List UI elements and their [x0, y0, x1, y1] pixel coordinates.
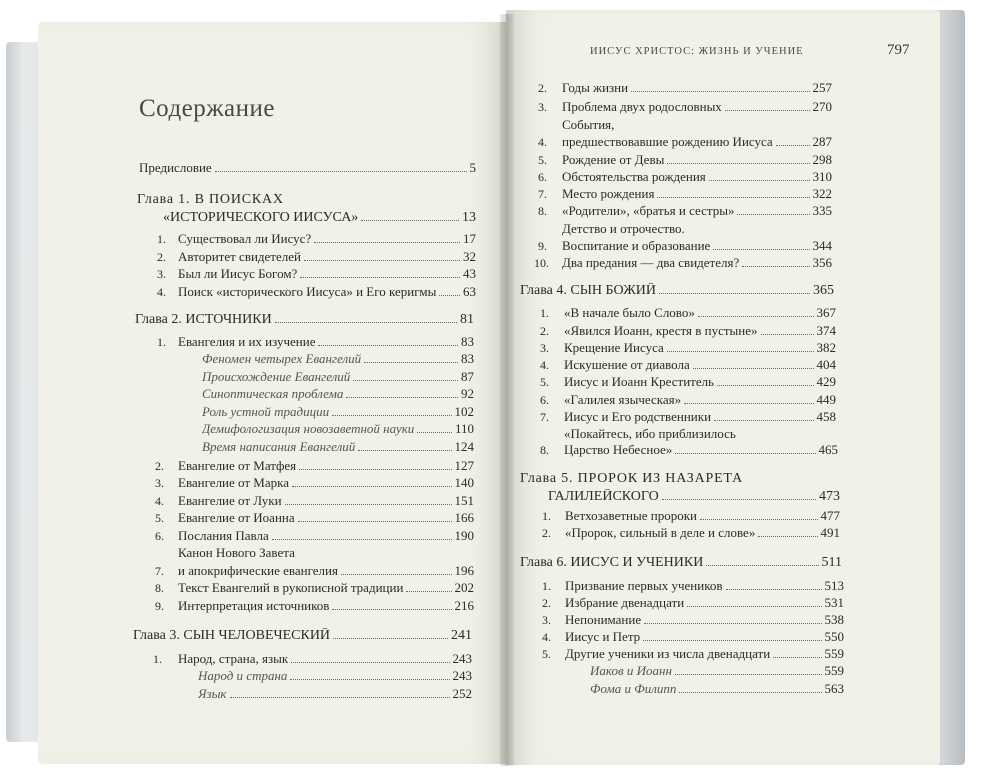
- toc-entry-number: 2.: [538, 81, 547, 95]
- toc-entry-title: Рождение от Девы: [562, 152, 665, 167]
- toc-entry-page: 458: [816, 409, 836, 424]
- leader-dots: [285, 504, 452, 505]
- right-toc-entry: [562, 169, 832, 185]
- left-toc-entry: [178, 334, 474, 350]
- toc-entry-title: Два предания — два свидетеля?: [562, 255, 740, 270]
- toc-entry-title: Авторитет свидетелей: [178, 249, 301, 264]
- left-toc-entry: [178, 458, 474, 474]
- toc-entry-page: 32: [463, 249, 476, 264]
- toc-entry-page: 252: [452, 686, 472, 701]
- toc-entry-number: 5.: [155, 511, 164, 525]
- left-toc-entry: [133, 628, 472, 644]
- toc-entry-title: Глава 3. СЫН ЧЕЛОВЕЧЕСКИЙ: [133, 628, 331, 643]
- leader-dots: [698, 316, 814, 317]
- leader-dots: [353, 380, 458, 381]
- toc-entry-title: Язык: [198, 686, 227, 701]
- toc-entry-title: Проблема двух родословных: [562, 99, 722, 114]
- toc-entry-page: 87: [461, 369, 474, 384]
- leader-dots: [230, 697, 450, 698]
- leader-dots: [700, 519, 818, 520]
- leader-dots: [684, 403, 813, 404]
- right-toc-entry: [565, 629, 844, 645]
- toc-entry-page: 102: [454, 404, 474, 419]
- left-toc-entry: [202, 439, 474, 455]
- toc-entry-page: 563: [824, 681, 844, 696]
- toc-entry-number: 6.: [155, 529, 164, 543]
- toc-entry-number: 4.: [540, 358, 549, 372]
- left-toc-entry: [135, 312, 474, 328]
- toc-entry-page: 477: [820, 508, 840, 523]
- right-toc-entry: [590, 681, 844, 697]
- toc-entry-number: 7.: [540, 410, 549, 424]
- right-toc-entry: [562, 186, 832, 202]
- right-toc-entry: [564, 323, 836, 339]
- chapter-1-heading: Глава 1. В ПОИСКАХ: [137, 192, 284, 207]
- toc-entry-page: 127: [454, 458, 474, 473]
- toc-entry-page: 92: [461, 386, 474, 401]
- right-toc-entry: [562, 134, 832, 150]
- leader-dots: [364, 362, 458, 363]
- leader-dots: [725, 110, 810, 111]
- leader-dots: [687, 606, 821, 607]
- toc-entry-page: 367: [816, 305, 836, 320]
- leader-dots: [332, 609, 451, 610]
- toc-entry-title: Текст Евангелий в рукописной традиции: [178, 580, 404, 595]
- toc-entry-page: 63: [463, 284, 476, 299]
- toc-entry-page: 559: [824, 663, 844, 678]
- right-toc-entry: [590, 663, 844, 679]
- toc-entry-title: Евангелие от Иоанна: [178, 510, 295, 525]
- right-toc-entry: [564, 392, 836, 408]
- leader-dots: [773, 657, 821, 658]
- toc-entry-title: Время написания Евангелий: [202, 439, 356, 454]
- toc-entry-page: 140: [454, 475, 474, 490]
- left-toc-entry: [178, 475, 474, 491]
- right-toc-entry: [565, 646, 844, 662]
- left-toc-entry: [178, 651, 472, 667]
- leader-dots: [776, 145, 810, 146]
- toc-entry-number: 3.: [157, 267, 166, 281]
- leader-dots: [300, 277, 460, 278]
- leader-dots: [299, 469, 451, 470]
- right-toc-entry: [548, 489, 840, 505]
- leader-dots: [659, 293, 810, 294]
- toc-entry-title: Глава 2. ИСТОЧНИКИ: [135, 312, 272, 327]
- leader-dots: [406, 591, 451, 592]
- toc-entry-number: 1.: [153, 652, 162, 666]
- leader-dots: [713, 249, 809, 250]
- toc-entry-number: 10.: [534, 256, 549, 270]
- left-toc-entry: [178, 528, 474, 544]
- toc-entry-title: Был ли Иисус Богом?: [178, 266, 298, 281]
- toc-entry-title: Другие ученики из числа двенадцати: [565, 646, 771, 661]
- toc-entry-number: 6.: [538, 170, 547, 184]
- toc-entry-number: 6.: [540, 393, 549, 407]
- toc-entry-title: ГАЛИЛЕЙСКОГО: [548, 489, 659, 504]
- toc-entry-title: Воспитание и образование: [562, 238, 711, 253]
- toc-entry-title-line1: События,: [562, 117, 615, 132]
- left-toc-entry: [202, 351, 474, 367]
- right-toc-entry: [564, 442, 838, 458]
- leader-dots: [361, 220, 459, 221]
- toc-entry-page: 511: [821, 555, 842, 570]
- leader-dots: [275, 322, 457, 323]
- right-toc-entry: [562, 238, 832, 254]
- toc-entry-number: 2.: [540, 324, 549, 338]
- toc-entry-title: Глава 6. ИИСУС И УЧЕНИКИ: [520, 555, 704, 570]
- leader-dots: [318, 345, 458, 346]
- leader-dots: [717, 385, 813, 386]
- left-toc-entry: [178, 580, 474, 596]
- toc-entry-title: Происхождение Евангелий: [202, 369, 351, 384]
- toc-entry-number: 8.: [538, 204, 547, 218]
- leader-dots: [417, 432, 452, 433]
- toc-entry-title: Место рождения: [562, 186, 655, 201]
- toc-entry-page: 335: [812, 203, 832, 218]
- left-toc-entry: [178, 493, 474, 509]
- leader-dots: [290, 679, 449, 680]
- leader-dots: [643, 640, 821, 641]
- right-toc-entry: [562, 80, 832, 96]
- toc-entry-number: 1.: [157, 335, 166, 349]
- toc-entry-title: Иаков и Иоанн: [590, 663, 672, 678]
- toc-entry-number: 4.: [157, 285, 166, 299]
- toc-entry-number: 2.: [155, 459, 164, 473]
- leader-dots: [675, 674, 822, 675]
- leader-dots: [662, 499, 816, 500]
- toc-entry-title: Искушение от диавола: [564, 357, 690, 372]
- leader-dots: [667, 163, 809, 164]
- toc-entry-title-line1: Детство и отрочество.: [562, 221, 685, 236]
- book-spine: [500, 14, 514, 766]
- toc-entry-number: 1.: [542, 579, 551, 593]
- toc-entry-number: 1.: [542, 509, 551, 523]
- toc-entry-page: 124: [454, 439, 474, 454]
- toc-entry-title: Послания Павла: [178, 528, 269, 543]
- toc-entry-title: Синоптическая проблема: [202, 386, 344, 401]
- leader-dots: [439, 295, 460, 296]
- toc-entry-title: Евангелие от Марка: [178, 475, 290, 490]
- toc-entry-number: 7.: [155, 564, 164, 578]
- leader-dots: [358, 450, 451, 451]
- leader-dots: [631, 91, 809, 92]
- toc-entry-number: 5.: [542, 647, 551, 661]
- toc-entry-page: 151: [454, 493, 474, 508]
- toc-entry-title: Роль устной традиции: [202, 404, 330, 419]
- left-toc-entry: [178, 563, 474, 579]
- right-toc-entry: [565, 525, 840, 541]
- leader-dots: [667, 351, 814, 352]
- leader-dots: [272, 539, 452, 540]
- toc-entry-page: 83: [461, 334, 474, 349]
- left-toc-entry: [198, 668, 472, 684]
- toc-entry-number: 4.: [155, 494, 164, 508]
- toc-entry-page: 257: [812, 80, 832, 95]
- right-toc-entry: [520, 283, 834, 299]
- running-head: ИИСУС ХРИСТОС: ЖИЗНЬ И УЧЕНИЕ: [590, 46, 804, 57]
- left-toc-entry: [178, 266, 476, 282]
- toc-entry-number: 2.: [542, 526, 551, 540]
- toc-entry-page: 5: [469, 160, 476, 175]
- leader-dots: [679, 692, 821, 693]
- toc-entry-page: 473: [819, 489, 840, 504]
- toc-entry-number: 7.: [538, 187, 547, 201]
- left-toc-entry: [163, 210, 476, 226]
- toc-entry-page: 17: [463, 231, 476, 246]
- toc-entry-page: 216: [454, 598, 474, 613]
- toc-entry-title: Иисус и Его родственники: [564, 409, 712, 424]
- toc-entry-title: Царство Небесное»: [564, 442, 673, 457]
- toc-entry-title: Феномен четырех Евангелий: [202, 351, 362, 366]
- toc-entry-page: 559: [824, 646, 844, 661]
- leader-dots: [706, 565, 818, 566]
- toc-entry-title: Существовал ли Иисус?: [178, 231, 312, 246]
- toc-entry-title: Демифологизация новозаветной науки: [202, 421, 415, 436]
- left-toc-entry: [178, 249, 476, 265]
- left-toc-entry: [202, 386, 474, 402]
- toc-entry-number: 2.: [542, 596, 551, 610]
- toc-entry-title-line1: Канон Нового Завета: [178, 545, 295, 560]
- toc-entry-page: 382: [816, 340, 836, 355]
- toc-entry-title: «Явился Иоанн, крестя в пустыне»: [564, 323, 758, 338]
- toc-entry-title: «Пророк, сильный в деле и слове»: [565, 525, 756, 540]
- right-toc-entry: [564, 340, 836, 356]
- left-toc-entry: [139, 160, 476, 176]
- toc-entry-title: Интерпретация источников: [178, 598, 330, 613]
- toc-entry-number: 9.: [155, 599, 164, 613]
- toc-entry-page: 43: [463, 266, 476, 281]
- toc-entry-page: 429: [816, 374, 836, 389]
- toc-entry-number: 9.: [538, 239, 547, 253]
- toc-entry-title: «ИСТОРИЧЕСКОГО ИИСУСА»: [163, 210, 359, 225]
- toc-entry-page: 81: [460, 312, 474, 327]
- toc-entry-title: Предисловие: [139, 160, 212, 175]
- leader-dots: [675, 453, 815, 454]
- toc-entry-page: 322: [812, 186, 832, 201]
- left-toc-entry: [178, 231, 476, 247]
- toc-entry-title: Призвание первых учеников: [565, 578, 723, 593]
- right-toc-entry: [564, 374, 836, 390]
- leader-dots: [298, 521, 452, 522]
- toc-entry-page: 110: [454, 421, 474, 436]
- leader-dots: [341, 574, 452, 575]
- left-toc-entry: [202, 421, 474, 437]
- toc-entry-page: 241: [451, 628, 472, 643]
- toc-entry-page: 298: [812, 152, 832, 167]
- toc-entry-number: 5.: [540, 375, 549, 389]
- toc-entry-title: Ветхозаветные пророки: [565, 508, 697, 523]
- right-toc-entry: [565, 595, 844, 611]
- toc-entry-title: Крещение Иисуса: [564, 340, 664, 355]
- leader-dots: [292, 486, 451, 487]
- toc-entry-page: 243: [452, 668, 472, 683]
- toc-entry-title: и апокрифические евангелия: [178, 563, 338, 578]
- toc-entry-title: «Родители», «братья и сестры»: [562, 203, 735, 218]
- toc-entry-title: «В начале было Слово»: [564, 305, 695, 320]
- toc-entry-title: Обстоятельства рождения: [562, 169, 706, 184]
- leader-dots: [709, 180, 810, 181]
- toc-entry-page: 310: [812, 169, 832, 184]
- toc-entry-number: 1.: [540, 306, 549, 320]
- toc-entry-title: Евангелия и их изучение: [178, 334, 316, 349]
- left-toc-entry: [198, 686, 472, 702]
- toc-entry-title: Глава 4. СЫН БОЖИЙ: [520, 283, 657, 298]
- toc-entry-number: 5.: [538, 153, 547, 167]
- toc-entry-page: 287: [812, 134, 832, 149]
- left-toc-entry: [202, 369, 474, 385]
- toc-entry-page: 513: [824, 578, 844, 593]
- toc-entry-page: 243: [452, 651, 472, 666]
- toc-entry-number: 3.: [538, 100, 547, 114]
- right-toc-entry: [564, 409, 836, 425]
- toc-entry-page: 13: [462, 210, 476, 225]
- toc-entry-title: Народ, страна, язык: [178, 651, 289, 666]
- toc-entry-page: 202: [454, 580, 474, 595]
- toc-entry-title: Евангелие от Матфея: [178, 458, 297, 473]
- leader-dots: [304, 260, 460, 261]
- toc-entry-page: 449: [816, 392, 836, 407]
- toc-entry-title-line1: «Покайтесь, ибо приблизилось: [564, 426, 736, 441]
- leader-dots: [761, 334, 814, 335]
- toc-entry-title: Фома и Филипп: [590, 681, 677, 696]
- leader-dots: [737, 214, 809, 215]
- left-toc-entry: [178, 510, 474, 526]
- leader-dots: [291, 662, 449, 663]
- toc-entry-number: 3.: [542, 613, 551, 627]
- toc-entry-page: 166: [454, 510, 474, 525]
- right-toc-entry: [565, 612, 844, 628]
- right-toc-entry: [520, 555, 842, 571]
- toc-entry-page: 550: [824, 629, 844, 644]
- toc-entry-title: предшествовавшие рождению Иисуса: [562, 134, 773, 149]
- right-toc-entry: [565, 508, 840, 524]
- toc-entry-page: 374: [816, 323, 836, 338]
- toc-entry-page: 83: [461, 351, 474, 366]
- leader-dots: [657, 197, 809, 198]
- toc-entry-number: 4.: [542, 630, 551, 644]
- left-toc-entry: [178, 284, 476, 300]
- leader-dots: [332, 415, 451, 416]
- left-toc-entry: [178, 598, 474, 614]
- leader-dots: [644, 623, 821, 624]
- toc-entry-page: 356: [812, 255, 832, 270]
- right-toc-entry: [562, 255, 832, 271]
- leader-dots: [726, 589, 822, 590]
- toc-entry-title: Иисус и Петр: [565, 629, 641, 644]
- right-toc-entry: [562, 152, 832, 168]
- leader-dots: [333, 638, 448, 639]
- toc-entry-number: 8.: [155, 581, 164, 595]
- leader-dots: [693, 368, 814, 369]
- toc-entry-page: 531: [824, 595, 844, 610]
- toc-entry-page: 344: [812, 238, 832, 253]
- toc-entry-number: 3.: [155, 476, 164, 490]
- toc-entry-page: 538: [824, 612, 844, 627]
- toc-entry-number: 8.: [540, 443, 549, 457]
- right-toc-entry: [564, 305, 836, 321]
- toc-entry-title: Народ и страна: [198, 668, 288, 683]
- right-toc-entry: [565, 578, 844, 594]
- page-number: 797: [887, 42, 910, 58]
- toc-entry-title: Избрание двенадцати: [565, 595, 685, 610]
- toc-entry-title: Евангелие от Луки: [178, 493, 282, 508]
- leader-dots: [714, 420, 813, 421]
- toc-entry-title: «Галилея языческая»: [564, 392, 682, 407]
- right-toc-entry: [562, 99, 832, 115]
- leader-dots: [215, 171, 467, 172]
- right-toc-entry: [564, 357, 836, 373]
- right-toc-entry: [562, 203, 832, 219]
- toc-entry-page: 491: [820, 525, 840, 540]
- toc-entry-title: Непонимание: [565, 612, 642, 627]
- toc-entry-number: 4.: [538, 135, 547, 149]
- toc-entry-page: 270: [812, 99, 832, 114]
- contents-title: Содержание: [139, 95, 275, 122]
- chapter-5-heading: Глава 5. ПРОРОК ИЗ НАЗАРЕТА: [520, 471, 743, 486]
- toc-entry-number: 2.: [157, 250, 166, 264]
- toc-entry-number: 3.: [540, 341, 549, 355]
- leader-dots: [314, 242, 460, 243]
- toc-entry-page: 465: [818, 442, 838, 457]
- toc-entry-page: 196: [454, 563, 474, 578]
- toc-entry-page: 404: [816, 357, 836, 372]
- toc-entry-title: Годы жизни: [562, 80, 629, 95]
- left-toc-entry: [202, 404, 474, 420]
- toc-entry-title: Иисус и Иоанн Креститель: [564, 374, 715, 389]
- toc-entry-page: 190: [454, 528, 474, 543]
- leader-dots: [346, 397, 458, 398]
- toc-entry-page: 365: [813, 283, 834, 298]
- toc-entry-title: Поиск «исторического Иисуса» и Его керигмы: [178, 284, 437, 299]
- toc-entry-number: 1.: [157, 232, 166, 246]
- leader-dots: [758, 536, 817, 537]
- leader-dots: [742, 266, 809, 267]
